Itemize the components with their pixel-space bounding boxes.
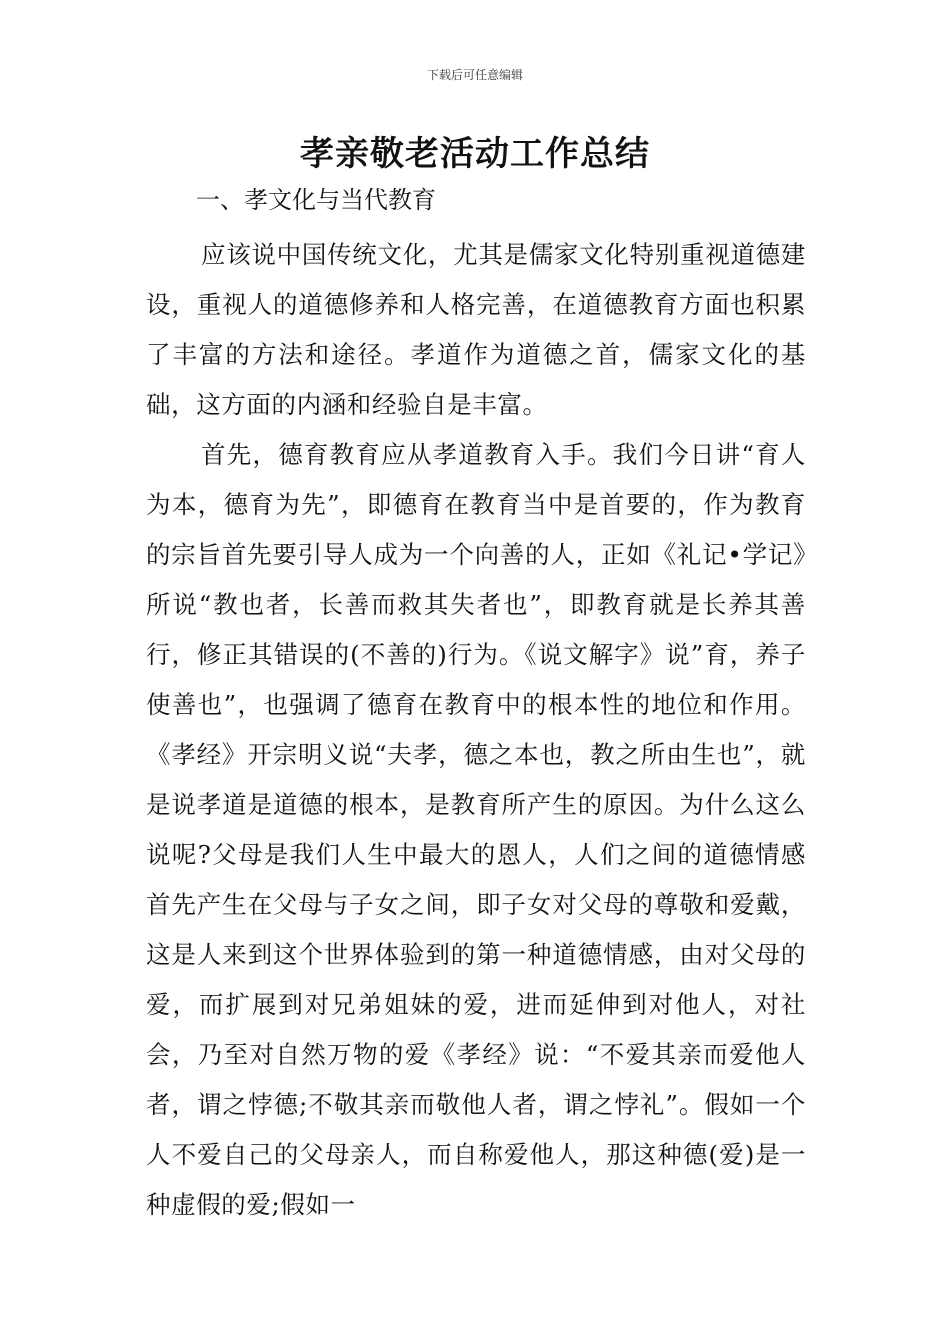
document-title: 孝亲敬老活动工作总结	[300, 134, 650, 174]
header-note: 下载后可任意编辑	[426, 68, 523, 82]
paragraph-2: 首先，德育教育应从孝道教育入手。我们今日讲“育人为本，德育为先”，即德育在教育当中是首要的，作为教育的宗旨首先要引导人成为一个向善的人，正如《礼记•学记》所说“教也者，长善而救其失者也”，即教育就是长养其善行，修正其错误的(不善的)行为。《说文解字》说”育，养子使善也”，也强调了德育在教育中的根本性的地位和作用。《孝经》开宗明义说“夫孝，德之本也，教之所由生也”，就是说孝道是道德的根本，是教育所产生的原因。为什么这么说呢?父母是我们人生中最大的恩人，人们之间的道德情感首先产生在父母与子女之间，即子女对父母的尊敬和爱戴，这是人来到这个世界体验到的第一种道德情感，由对父母的爱，而扩展到对兄弟姐妹的爱，进而延伸到对他人，对社会，乃至对自然万物的爱《孝经》说：“不爱其亲而爱他人者，谓之悖德;不敬其亲而敬他人者，谓之悖礼”。假如一个人不爱自己的父母亲人，而自称爱他人，那这种德(爱)是一种虚假的爱;假如一	[146, 440, 806, 1219]
paragraph-1: 应该说中国传统文化，尤其是儒家文化特别重视道德建设，重视人的道德修养和人格完善，在道德教育方面也积累了丰富的方法和途径。孝道作为道德之首，儒家文化的基础，这方面的内涵和经验自是丰富。	[146, 240, 806, 419]
document-body	[146, 180, 806, 1230]
section-heading: 一、孝文化与当代教育	[196, 186, 436, 214]
